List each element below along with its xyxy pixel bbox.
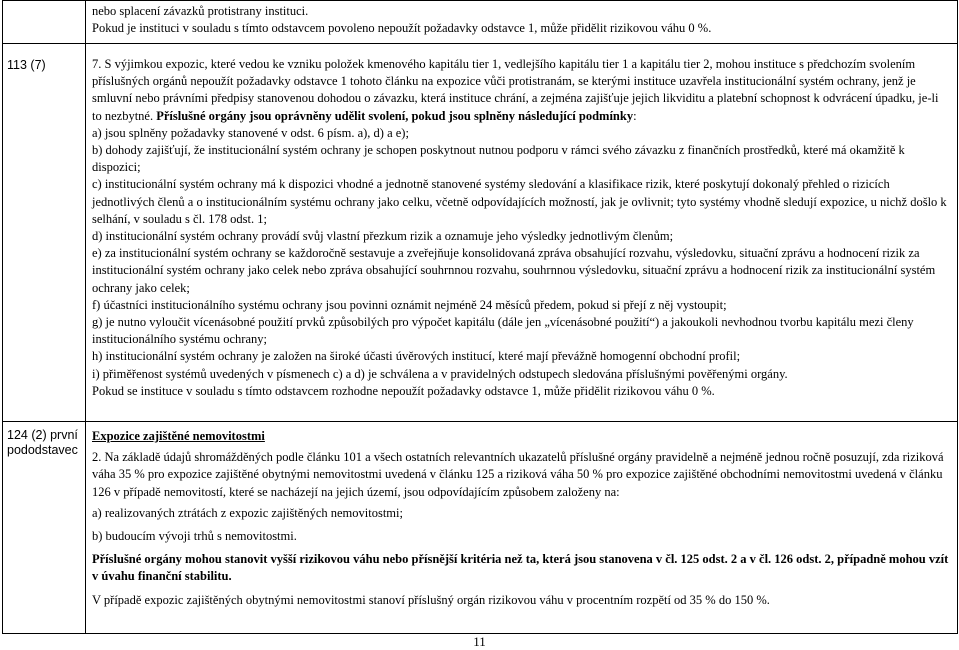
- paragraph: V případě expozic zajištěných obytnými nemovitostmi stanoví příslušný orgán rizikovou váhu v procentním rozpětí od 35 % do 150 %.: [92, 592, 770, 607]
- regulation-table: [2, 0, 958, 634]
- intro-bold-text: Příslušné orgány jsou oprávněny udělit svolení, pokud jsou splněny následující podmínky: [156, 108, 634, 123]
- intro-text: 7. S výjimkou expozic, které vedou ke vzniku položek kmenového kapitálu tier 1, vedlejšího kapitálu tier 1 a kapitálu tier 2, mohou instituce s předchozím svolením příslušných orgánů nepoužít požadavky odstavce 1 tohoto článku na expozice vůči protistranám, se kterými instituce uzavřela institucionální systém ochrany, jenž je smluvní nebo právními předpisy stanovenou dohodou o závazku, která instituce chrání, a zejména zajišťuje jejich likviditu a platební schopnost k odvrácení úpadku, je-li to nezbytné.: [92, 57, 939, 123]
- table-row: [3, 1, 958, 44]
- paragraph: 2. Na základě údajů shromážděných podle článku 101 a všech ostatních relevantních ukazatelů příslušné orgány pravidelně a nejméně jednou ročně posuzují, zda riziková váha 35 % pro expozice zajištěné obytnými nemovitostmi uvedená v článku 125 a riziková váha 50 % pro expozice zajištěné obchodními nemovitostmi uvedená v článku 126 v případě nemovitostí, které se nacházejí na jejich území, jsou odpovídajícím způsobem založeny na:: [92, 450, 944, 499]
- list-item: c) institucionální systém ochrany má k dispozici vhodné a jednotně stanovené systémy sledování a klasifikace rizik, které poskytují dokonalý přehled o rizicích jednotlivých členů a o institucionálním systému ochrany jako celku, včetně odpovídajících možností, jak je ovlivnit; tyto systémy vhodně sledují expozice, u nichž došlo k selhání, v souladu s čl. 178 odst. 1;: [92, 177, 947, 226]
- reference-cell: 113 (7): [3, 44, 86, 422]
- text-cell: [86, 422, 958, 634]
- table-row: [3, 44, 958, 422]
- reference-cell: [3, 1, 86, 44]
- list-item: h) institucionální systém ochrany je založen na široké účasti úvěrových institucí, které mají převážně homogenní obchodní profil;: [92, 349, 741, 364]
- list-item: b) dohody zajišťují, že institucionální systém ochrany je schopen poskytnout nutnou podporu v rámci svého závazku z finančních prostředků, které má okamžitě k dispozici;: [92, 143, 905, 175]
- list-item: e) za institucionální systém ochrany se každoročně sestavuje a zveřejňuje konsolidovaná zpráva obsahující rozvahu, výsledovku, situační zprávu a hodnocení rizik za institucionální systém ochrany jako celek nebo zpráva obsahující souhrnnou rozvahu, souhrnnou výsledovku, situační zprávu a hodnocení rizik za institucionální systém ochrany jako celek;: [92, 246, 936, 295]
- list-item: b) budoucím vývoji trhů s nemovitostmi.: [92, 529, 297, 544]
- paragraph: nebo splacení závazků protistrany instituci.: [92, 4, 309, 18]
- page-number: 11: [473, 634, 486, 649]
- paragraph: Pokud se instituce v souladu s tímto odstavcem rozhodne nepoužít požadavky odstavce 1, může přidělit rizikovou váhu 0 %.: [92, 383, 715, 398]
- list-item: f) účastníci institucionálního systému ochrany jsou povinni oznámit nejméně 24 měsíců předem, pokud si přejí z něj vystoupit;: [92, 297, 727, 312]
- list-item: a) jsou splněny požadavky stanovené v odst. 6 písm. a), d) a e);: [92, 125, 409, 140]
- list-item: g) je nutno vyloučit vícenásobné použití prvků způsobilých pro výpočet kapitálu (dále jen „vícenásobné použití“) a jakoukoli nevhodnou tvorbu kapitálu mezi členy institucionálního systému ochrany;: [92, 315, 914, 347]
- list-item: d) institucionální systém ochrany provádí svůj vlastní přezkum rizik a oznamuje jeho výsledky jednotlivým členům;: [92, 229, 674, 244]
- paragraph: Pokud je instituci v souladu s tímto odstavcem povoleno nepoužít požadavky odstavce 1, může přidělit rizikovou váhu 0 %.: [92, 21, 712, 36]
- list-item: a) realizovaných ztrátách z expozic zajištěných nemovitostmi;: [92, 505, 403, 520]
- bold-paragraph: Příslušné orgány mohou stanovit vyšší rizikovou váhu nebo přísnější kritéria než ta, která jsou stanovena v čl. 125 odst. 2 a v čl. 126 odst. 2, případně mohou vzít v úvahu finanční stabilitu.: [92, 552, 949, 584]
- list-item: i) přiměřenost systémů uvedených v písmenech c) a d) je schválena a v pravidelných odstupech sledována příslušnými pověřenými orgány.: [92, 366, 788, 381]
- text-cell: [86, 1, 958, 44]
- text-cell: [86, 44, 958, 422]
- reference-cell: 124 (2) první pododstavec: [3, 422, 86, 634]
- intro-colon: :: [633, 108, 637, 123]
- paragraph: [92, 56, 951, 125]
- section-heading: Expozice zajištěné nemovitostmi: [92, 429, 265, 443]
- table-row: [3, 422, 958, 634]
